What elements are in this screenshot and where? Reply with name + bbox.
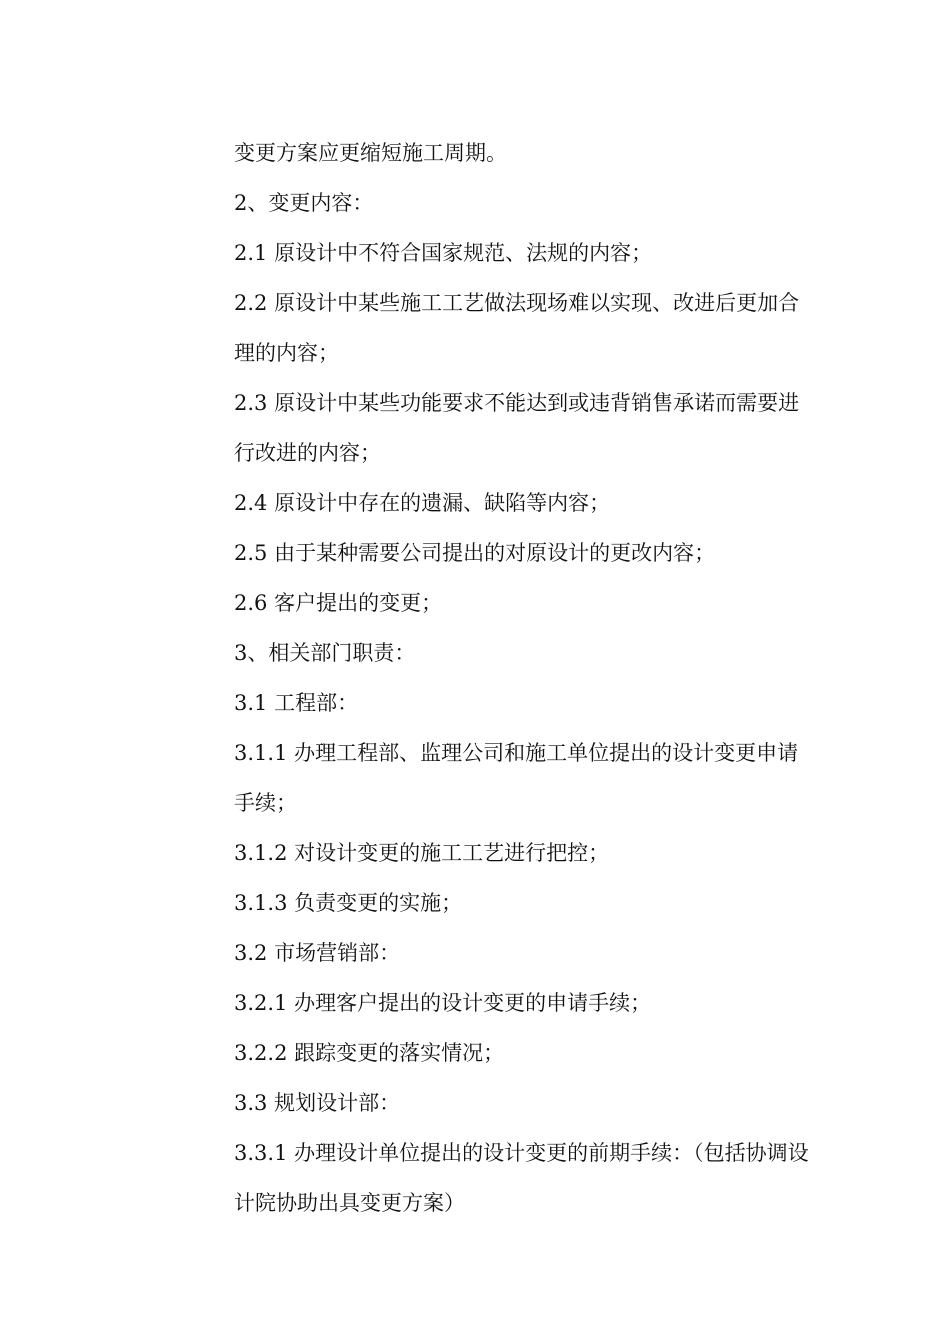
list-item-3-1-1: 3.1.1 办理工程部、监理公司和施工单位提出的设计变更申请手续； bbox=[234, 741, 799, 815]
list-item-2-3: 2.3 原设计中某些功能要求不能达到或违背销售承诺而需要进行改进的内容； bbox=[234, 391, 800, 465]
paragraph-continuation: 变更方案应更缩短施工周期。 bbox=[234, 141, 507, 165]
list-item-3-1-3: 3.1.3 负责变更的实施； bbox=[234, 891, 463, 915]
list-item-3-2-1: 3.2.1 办理客户提出的设计变更的申请手续； bbox=[234, 991, 652, 1015]
list-item-3-2-2: 3.2.2 跟踪变更的落实情况； bbox=[234, 1041, 505, 1065]
list-item-3-1-2: 3.1.2 对设计变更的施工工艺进行把控； bbox=[234, 841, 610, 865]
list-item-2-5: 2.5 由于某种需要公司提出的对原设计的更改内容； bbox=[234, 541, 716, 565]
subheading-engineering-dept: 3.1 工程部： bbox=[234, 691, 359, 715]
list-item-2-6: 2.6 客户提出的变更； bbox=[234, 591, 443, 615]
list-item-2-2: 2.2 原设计中某些施工工艺做法现场难以实现、改进后更加合理的内容； bbox=[234, 291, 800, 365]
subheading-marketing-dept: 3.2 市场营销部： bbox=[234, 941, 401, 965]
list-item-2-1: 2.1 原设计中不符合国家规范、法规的内容； bbox=[234, 241, 653, 265]
document-body bbox=[234, 128, 814, 1228]
section-heading-department-duties: 3、相关部门职责： bbox=[234, 641, 416, 665]
list-item-3-3-1: 3.3.1 办理设计单位提出的设计变更的前期手续：（包括协调设计院协助出具变更方案） bbox=[234, 1141, 809, 1215]
section-heading-change-content: 2、变更内容： bbox=[234, 191, 374, 215]
list-item-2-4: 2.4 原设计中存在的遗漏、缺陷等内容； bbox=[234, 491, 611, 515]
subheading-planning-design-dept: 3.3 规划设计部： bbox=[234, 1091, 401, 1115]
